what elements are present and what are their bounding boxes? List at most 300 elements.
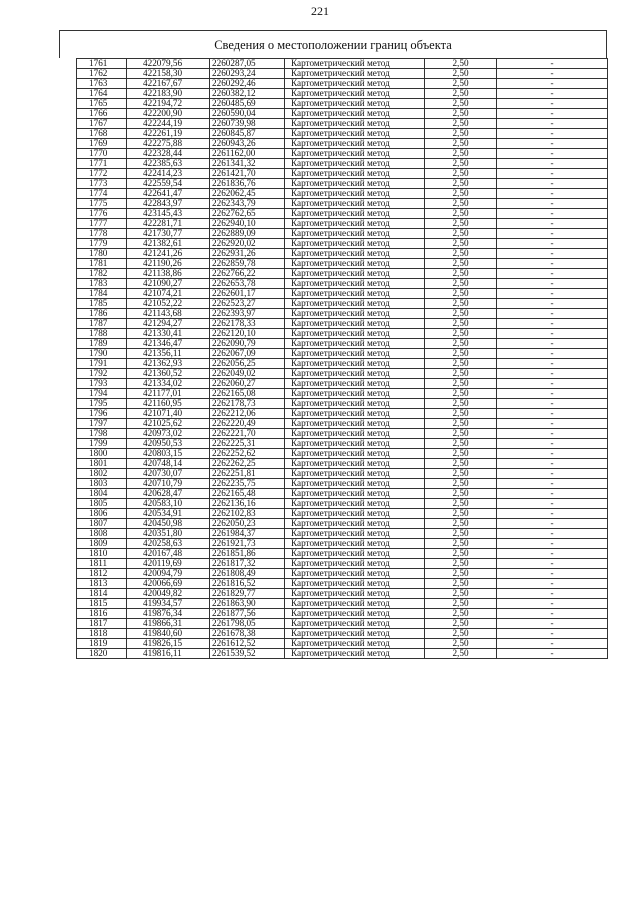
y-coordinate-cell: 2262136,16 [210, 499, 285, 509]
point-number-cell: 1774 [77, 189, 127, 199]
table-row [77, 229, 608, 239]
description-cell: - [497, 419, 608, 429]
table-row [77, 499, 608, 509]
x-coordinate-cell: 420730,07 [127, 469, 210, 479]
x-coordinate-cell: 423145,43 [127, 209, 210, 219]
y-coordinate-cell: 2262212,06 [210, 409, 285, 419]
description-cell: - [497, 179, 608, 189]
y-coordinate-cell: 2262601,17 [210, 289, 285, 299]
x-coordinate-cell: 421294,27 [127, 319, 210, 329]
point-number-cell: 1773 [77, 179, 127, 189]
y-coordinate-cell: 2262252,62 [210, 449, 285, 459]
description-cell: - [497, 579, 608, 589]
accuracy-cell: 2,50 [425, 559, 497, 569]
accuracy-cell: 2,50 [425, 219, 497, 229]
x-coordinate-cell: 421382,61 [127, 239, 210, 249]
y-coordinate-cell: 2262102,83 [210, 509, 285, 519]
point-number-cell: 1781 [77, 259, 127, 269]
x-coordinate-cell: 421346,47 [127, 339, 210, 349]
table-row [77, 479, 608, 489]
method-cell: Картометрический метод [285, 519, 425, 529]
method-cell: Картометрический метод [285, 119, 425, 129]
description-cell: - [497, 299, 608, 309]
y-coordinate-cell: 2260292,46 [210, 79, 285, 89]
method-cell: Картометрический метод [285, 309, 425, 319]
point-number-cell: 1800 [77, 449, 127, 459]
description-cell: - [497, 139, 608, 149]
method-cell: Картометрический метод [285, 579, 425, 589]
table-row [77, 289, 608, 299]
x-coordinate-cell: 419934,57 [127, 599, 210, 609]
y-coordinate-cell: 2262653,78 [210, 279, 285, 289]
description-cell: - [497, 479, 608, 489]
description-cell: - [497, 99, 608, 109]
table-row [77, 99, 608, 109]
point-number-cell: 1811 [77, 559, 127, 569]
accuracy-cell: 2,50 [425, 249, 497, 259]
y-coordinate-cell: 2262225,31 [210, 439, 285, 449]
description-cell: - [497, 609, 608, 619]
x-coordinate-cell: 422559,54 [127, 179, 210, 189]
y-coordinate-cell: 2262762,65 [210, 209, 285, 219]
y-coordinate-cell: 2261816,52 [210, 579, 285, 589]
method-cell: Картометрический метод [285, 179, 425, 189]
point-number-cell: 1795 [77, 399, 127, 409]
method-cell: Картометрический метод [285, 409, 425, 419]
method-cell: Картометрический метод [285, 419, 425, 429]
description-cell: - [497, 619, 608, 629]
table-row [77, 199, 608, 209]
table-row [77, 339, 608, 349]
point-number-cell: 1780 [77, 249, 127, 259]
x-coordinate-cell: 421360,52 [127, 369, 210, 379]
table-row [77, 159, 608, 169]
point-number-cell: 1787 [77, 319, 127, 329]
table-row [77, 369, 608, 379]
x-coordinate-cell: 421241,26 [127, 249, 210, 259]
x-coordinate-cell: 421730,77 [127, 229, 210, 239]
point-number-cell: 1765 [77, 99, 127, 109]
point-number-cell: 1819 [77, 639, 127, 649]
x-coordinate-cell: 420950,53 [127, 439, 210, 449]
description-cell: - [497, 469, 608, 479]
coordinates-table [76, 58, 608, 659]
description-cell: - [497, 69, 608, 79]
x-coordinate-cell: 420167,48 [127, 549, 210, 559]
accuracy-cell: 2,50 [425, 479, 497, 489]
accuracy-cell: 2,50 [425, 499, 497, 509]
point-number-cell: 1763 [77, 79, 127, 89]
accuracy-cell: 2,50 [425, 529, 497, 539]
method-cell: Картометрический метод [285, 219, 425, 229]
description-cell: - [497, 169, 608, 179]
y-coordinate-cell: 2261678,38 [210, 629, 285, 639]
accuracy-cell: 2,50 [425, 349, 497, 359]
accuracy-cell: 2,50 [425, 109, 497, 119]
accuracy-cell: 2,50 [425, 569, 497, 579]
y-coordinate-cell: 2260287,05 [210, 59, 285, 69]
x-coordinate-cell: 422281,71 [127, 219, 210, 229]
x-coordinate-cell: 420258,63 [127, 539, 210, 549]
table-row [77, 299, 608, 309]
table-row [77, 649, 608, 659]
accuracy-cell: 2,50 [425, 649, 497, 659]
description-cell: - [497, 239, 608, 249]
accuracy-cell: 2,50 [425, 259, 497, 269]
x-coordinate-cell: 421071,40 [127, 409, 210, 419]
method-cell: Картометрический метод [285, 259, 425, 269]
x-coordinate-cell: 420450,98 [127, 519, 210, 529]
method-cell: Картометрический метод [285, 139, 425, 149]
point-number-cell: 1793 [77, 379, 127, 389]
y-coordinate-cell: 2262859,78 [210, 259, 285, 269]
point-number-cell: 1775 [77, 199, 127, 209]
accuracy-cell: 2,50 [425, 199, 497, 209]
point-number-cell: 1812 [77, 569, 127, 579]
table-row [77, 539, 608, 549]
point-number-cell: 1816 [77, 609, 127, 619]
x-coordinate-cell: 421138,86 [127, 269, 210, 279]
method-cell: Картометрический метод [285, 69, 425, 79]
x-coordinate-cell: 419816,11 [127, 649, 210, 659]
point-number-cell: 1768 [77, 129, 127, 139]
method-cell: Картометрический метод [285, 79, 425, 89]
point-number-cell: 1804 [77, 489, 127, 499]
description-cell: - [497, 79, 608, 89]
table-row [77, 309, 608, 319]
table-row [77, 219, 608, 229]
y-coordinate-cell: 2262343,79 [210, 199, 285, 209]
method-cell: Картометрический метод [285, 109, 425, 119]
y-coordinate-cell: 2262165,48 [210, 489, 285, 499]
description-cell: - [497, 149, 608, 159]
method-cell: Картометрический метод [285, 589, 425, 599]
point-number-cell: 1788 [77, 329, 127, 339]
description-cell: - [497, 629, 608, 639]
accuracy-cell: 2,50 [425, 359, 497, 369]
accuracy-cell: 2,50 [425, 89, 497, 99]
point-number-cell: 1782 [77, 269, 127, 279]
method-cell: Картометрический метод [285, 649, 425, 659]
method-cell: Картометрический метод [285, 339, 425, 349]
point-number-cell: 1802 [77, 469, 127, 479]
description-cell: - [497, 379, 608, 389]
x-coordinate-cell: 419866,31 [127, 619, 210, 629]
x-coordinate-cell: 420803,15 [127, 449, 210, 459]
point-number-cell: 1779 [77, 239, 127, 249]
x-coordinate-cell: 419826,15 [127, 639, 210, 649]
description-cell: - [497, 289, 608, 299]
y-coordinate-cell: 2261162,00 [210, 149, 285, 159]
description-cell: - [497, 539, 608, 549]
y-coordinate-cell: 2262049,02 [210, 369, 285, 379]
y-coordinate-cell: 2262931,26 [210, 249, 285, 259]
accuracy-cell: 2,50 [425, 179, 497, 189]
description-cell: - [497, 449, 608, 459]
y-coordinate-cell: 2261829,77 [210, 589, 285, 599]
table-row [77, 379, 608, 389]
x-coordinate-cell: 422167,67 [127, 79, 210, 89]
y-coordinate-cell: 2262221,70 [210, 429, 285, 439]
y-coordinate-cell: 2260739,98 [210, 119, 285, 129]
description-cell: - [497, 229, 608, 239]
method-cell: Картометрический метод [285, 459, 425, 469]
point-number-cell: 1783 [77, 279, 127, 289]
x-coordinate-cell: 422275,88 [127, 139, 210, 149]
y-coordinate-cell: 2262889,09 [210, 229, 285, 239]
method-cell: Картометрический метод [285, 489, 425, 499]
description-cell: - [497, 389, 608, 399]
y-coordinate-cell: 2260382,12 [210, 89, 285, 99]
method-cell: Картометрический метод [285, 59, 425, 69]
method-cell: Картометрический метод [285, 629, 425, 639]
description-cell: - [497, 399, 608, 409]
method-cell: Картометрический метод [285, 599, 425, 609]
table-row [77, 139, 608, 149]
description-cell: - [497, 349, 608, 359]
x-coordinate-cell: 420583,10 [127, 499, 210, 509]
description-cell: - [497, 159, 608, 169]
point-number-cell: 1784 [77, 289, 127, 299]
point-number-cell: 1764 [77, 89, 127, 99]
table-row [77, 409, 608, 419]
table-row [77, 249, 608, 259]
table-row [77, 329, 608, 339]
description-cell: - [497, 529, 608, 539]
x-coordinate-cell: 420710,79 [127, 479, 210, 489]
y-coordinate-cell: 2260293,24 [210, 69, 285, 79]
table-row [77, 619, 608, 629]
description-cell: - [497, 519, 608, 529]
x-coordinate-cell: 419876,34 [127, 609, 210, 619]
table-row [77, 419, 608, 429]
y-coordinate-cell: 2262220,49 [210, 419, 285, 429]
y-coordinate-cell: 2262178,33 [210, 319, 285, 329]
accuracy-cell: 2,50 [425, 459, 497, 469]
accuracy-cell: 2,50 [425, 99, 497, 109]
point-number-cell: 1789 [77, 339, 127, 349]
method-cell: Картометрический метод [285, 359, 425, 369]
description-cell: - [497, 589, 608, 599]
point-number-cell: 1803 [77, 479, 127, 489]
accuracy-cell: 2,50 [425, 519, 497, 529]
table-row [77, 629, 608, 639]
accuracy-cell: 2,50 [425, 379, 497, 389]
accuracy-cell: 2,50 [425, 279, 497, 289]
table-row [77, 349, 608, 359]
x-coordinate-cell: 419840,60 [127, 629, 210, 639]
y-coordinate-cell: 2262062,45 [210, 189, 285, 199]
table-row [77, 459, 608, 469]
description-cell: - [497, 249, 608, 259]
description-cell: - [497, 59, 608, 69]
y-coordinate-cell: 2261539,52 [210, 649, 285, 659]
accuracy-cell: 2,50 [425, 399, 497, 409]
accuracy-cell: 2,50 [425, 119, 497, 129]
method-cell: Картометрический метод [285, 539, 425, 549]
accuracy-cell: 2,50 [425, 589, 497, 599]
x-coordinate-cell: 421074,21 [127, 289, 210, 299]
method-cell: Картометрический метод [285, 299, 425, 309]
method-cell: Картометрический метод [285, 429, 425, 439]
method-cell: Картометрический метод [285, 239, 425, 249]
table-row [77, 89, 608, 99]
description-cell: - [497, 269, 608, 279]
table-row [77, 569, 608, 579]
method-cell: Картометрический метод [285, 499, 425, 509]
table-row [77, 559, 608, 569]
y-coordinate-cell: 2262940,10 [210, 219, 285, 229]
table-row [77, 169, 608, 179]
point-number-cell: 1776 [77, 209, 127, 219]
x-coordinate-cell: 422641,47 [127, 189, 210, 199]
description-cell: - [497, 189, 608, 199]
accuracy-cell: 2,50 [425, 489, 497, 499]
table-row [77, 279, 608, 289]
table-row [77, 549, 608, 559]
point-number-cell: 1799 [77, 439, 127, 449]
point-number-cell: 1778 [77, 229, 127, 239]
accuracy-cell: 2,50 [425, 239, 497, 249]
y-coordinate-cell: 2261877,56 [210, 609, 285, 619]
x-coordinate-cell: 422183,90 [127, 89, 210, 99]
accuracy-cell: 2,50 [425, 319, 497, 329]
table-row [77, 149, 608, 159]
table-row [77, 189, 608, 199]
table-row [77, 109, 608, 119]
point-number-cell: 1806 [77, 509, 127, 519]
method-cell: Картометрический метод [285, 479, 425, 489]
point-number-cell: 1777 [77, 219, 127, 229]
method-cell: Картометрический метод [285, 269, 425, 279]
accuracy-cell: 2,50 [425, 289, 497, 299]
point-number-cell: 1761 [77, 59, 127, 69]
x-coordinate-cell: 420973,02 [127, 429, 210, 439]
table-row [77, 129, 608, 139]
y-coordinate-cell: 2261984,37 [210, 529, 285, 539]
x-coordinate-cell: 421177,01 [127, 389, 210, 399]
y-coordinate-cell: 2262920,02 [210, 239, 285, 249]
description-cell: - [497, 209, 608, 219]
table-row [77, 79, 608, 89]
table-row [77, 529, 608, 539]
method-cell: Картометрический метод [285, 619, 425, 629]
method-cell: Картометрический метод [285, 569, 425, 579]
table-row [77, 509, 608, 519]
table-row [77, 179, 608, 189]
point-number-cell: 1791 [77, 359, 127, 369]
x-coordinate-cell: 421160,95 [127, 399, 210, 409]
x-coordinate-cell: 420351,80 [127, 529, 210, 539]
description-cell: - [497, 339, 608, 349]
table-row [77, 429, 608, 439]
x-coordinate-cell: 420748,14 [127, 459, 210, 469]
table-row [77, 639, 608, 649]
y-coordinate-cell: 2262050,23 [210, 519, 285, 529]
x-coordinate-cell: 422843,97 [127, 199, 210, 209]
y-coordinate-cell: 2261798,05 [210, 619, 285, 629]
x-coordinate-cell: 421190,26 [127, 259, 210, 269]
method-cell: Картометрический метод [285, 609, 425, 619]
accuracy-cell: 2,50 [425, 69, 497, 79]
description-cell: - [497, 219, 608, 229]
method-cell: Картометрический метод [285, 289, 425, 299]
method-cell: Картометрический метод [285, 329, 425, 339]
accuracy-cell: 2,50 [425, 619, 497, 629]
y-coordinate-cell: 2262067,09 [210, 349, 285, 359]
method-cell: Картометрический метод [285, 319, 425, 329]
accuracy-cell: 2,50 [425, 609, 497, 619]
y-coordinate-cell: 2261808,49 [210, 569, 285, 579]
accuracy-cell: 2,50 [425, 539, 497, 549]
point-number-cell: 1815 [77, 599, 127, 609]
x-coordinate-cell: 420094,79 [127, 569, 210, 579]
description-cell: - [497, 329, 608, 339]
method-cell: Картометрический метод [285, 209, 425, 219]
description-cell: - [497, 129, 608, 139]
x-coordinate-cell: 422414,23 [127, 169, 210, 179]
accuracy-cell: 2,50 [425, 169, 497, 179]
accuracy-cell: 2,50 [425, 639, 497, 649]
point-number-cell: 1770 [77, 149, 127, 159]
y-coordinate-cell: 2262262,25 [210, 459, 285, 469]
y-coordinate-cell: 2262393,97 [210, 309, 285, 319]
accuracy-cell: 2,50 [425, 449, 497, 459]
point-number-cell: 1762 [77, 69, 127, 79]
point-number-cell: 1810 [77, 549, 127, 559]
table-row [77, 59, 608, 69]
table-row [77, 359, 608, 369]
description-cell: - [497, 439, 608, 449]
point-number-cell: 1817 [77, 619, 127, 629]
y-coordinate-cell: 2262060,27 [210, 379, 285, 389]
y-coordinate-cell: 2260943,26 [210, 139, 285, 149]
description-cell: - [497, 499, 608, 509]
table-row [77, 209, 608, 219]
description-cell: - [497, 409, 608, 419]
method-cell: Картометрический метод [285, 129, 425, 139]
x-coordinate-cell: 422385,63 [127, 159, 210, 169]
accuracy-cell: 2,50 [425, 159, 497, 169]
method-cell: Картометрический метод [285, 349, 425, 359]
method-cell: Картометрический метод [285, 399, 425, 409]
table-row [77, 119, 608, 129]
accuracy-cell: 2,50 [425, 429, 497, 439]
point-number-cell: 1769 [77, 139, 127, 149]
accuracy-cell: 2,50 [425, 309, 497, 319]
point-number-cell: 1808 [77, 529, 127, 539]
x-coordinate-cell: 421025,62 [127, 419, 210, 429]
y-coordinate-cell: 2262120,10 [210, 329, 285, 339]
method-cell: Картометрический метод [285, 549, 425, 559]
table-row [77, 519, 608, 529]
accuracy-cell: 2,50 [425, 139, 497, 149]
accuracy-cell: 2,50 [425, 409, 497, 419]
accuracy-cell: 2,50 [425, 469, 497, 479]
table-row [77, 269, 608, 279]
description-cell: - [497, 549, 608, 559]
y-coordinate-cell: 2262178,73 [210, 399, 285, 409]
table-row [77, 599, 608, 609]
point-number-cell: 1792 [77, 369, 127, 379]
accuracy-cell: 2,50 [425, 419, 497, 429]
point-number-cell: 1766 [77, 109, 127, 119]
description-cell: - [497, 559, 608, 569]
method-cell: Картометрический метод [285, 89, 425, 99]
description-cell: - [497, 119, 608, 129]
table-row [77, 389, 608, 399]
method-cell: Картометрический метод [285, 639, 425, 649]
